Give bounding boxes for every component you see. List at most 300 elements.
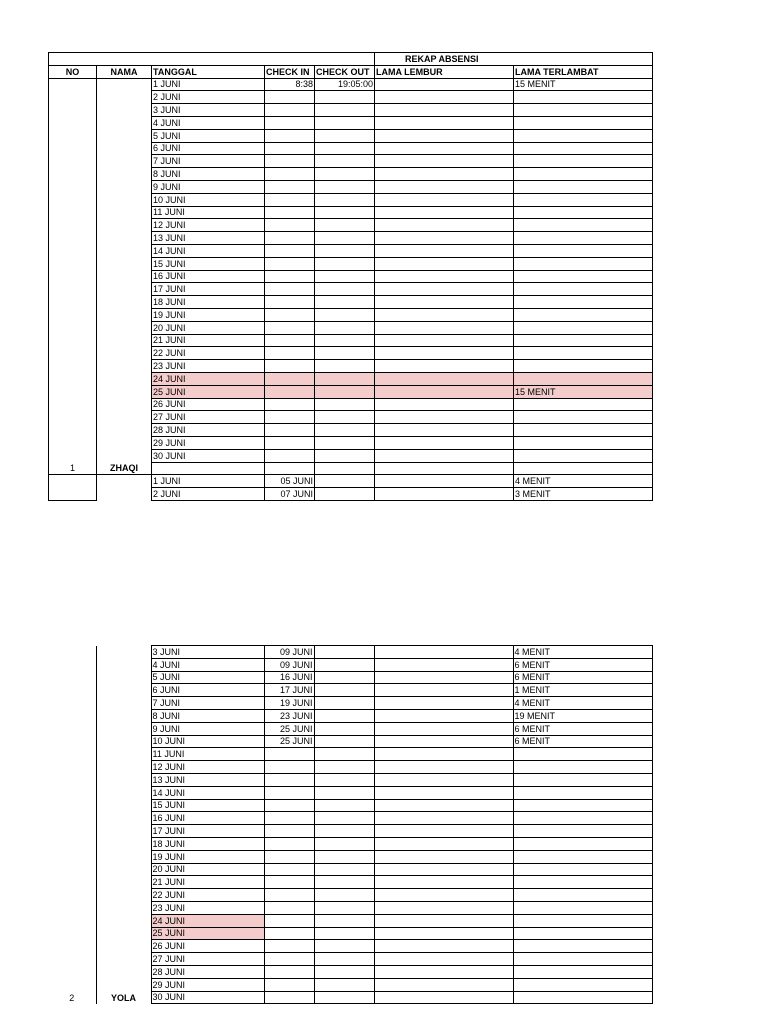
check-in-cell [265,372,315,385]
check-in-cell [265,206,315,219]
check-in-cell [264,940,314,953]
header-tanggal: TANGGAL [152,65,265,78]
lama-lembur-cell [375,206,514,219]
check-out-cell [315,257,375,270]
tanggal-cell: 24 JUNI [151,914,264,927]
check-out-cell [315,372,375,385]
tanggal-cell: 15 JUNI [151,799,264,812]
lama-terlambat-cell [514,142,653,155]
check-in-cell: 8:38 [265,78,315,91]
lama-terlambat-cell [514,116,653,129]
check-in-cell [264,825,314,838]
nama-cell: YOLA [96,646,151,1004]
check-out-cell [314,773,374,786]
lama-lembur-cell [375,244,514,257]
check-in-cell [265,296,315,309]
check-out-cell [315,270,375,283]
tanggal-cell: 19 JUNI [151,850,264,863]
check-out-cell [315,116,375,129]
lama-terlambat-cell [513,876,652,889]
check-out-cell [315,436,375,449]
lama-terlambat-cell [513,863,652,876]
check-in-cell [265,334,315,347]
check-in-cell [265,91,315,104]
check-out-cell [315,360,375,373]
check-out-cell [315,347,375,360]
check-out-cell [315,449,375,462]
tanggal-cell: 5 JUNI [151,671,264,684]
tanggal-cell: 6 JUNI [151,684,264,697]
tanggal-cell: 7 JUNI [151,697,264,710]
lama-terlambat-cell: 6 MENIT [513,735,652,748]
header-check-in: CHECK IN [265,65,315,78]
check-in-cell: 23 JUNI [264,709,314,722]
tanggal-cell: 17 JUNI [151,825,264,838]
tanggal-cell: 7 JUNI [152,155,265,168]
check-in-cell [264,914,314,927]
lama-lembur-cell [374,927,513,940]
lama-lembur-cell [375,283,514,296]
lama-lembur-cell [374,786,513,799]
tanggal-cell: 3 JUNI [151,646,264,659]
check-in-cell [264,889,314,902]
lama-terlambat-cell: 15 MENIT [514,385,653,398]
check-out-cell [315,168,375,181]
tanggal-cell: 28 JUNI [152,424,265,437]
lama-lembur-cell [375,168,514,181]
check-out-cell [315,411,375,424]
lama-lembur-cell [374,837,513,850]
lama-terlambat-cell [514,321,653,334]
tanggal-cell: 8 JUNI [151,709,264,722]
lama-lembur-cell [375,270,514,283]
table-row [49,475,653,488]
lama-terlambat-cell: 1 MENIT [513,684,652,697]
lama-lembur-cell [375,142,514,155]
lama-terlambat-cell [513,978,652,991]
lama-lembur-cell [375,372,514,385]
tanggal-cell: 13 JUNI [151,773,264,786]
check-out-cell [314,825,374,838]
lama-lembur-cell [375,385,514,398]
tanggal-cell: 4 JUNI [152,116,265,129]
lama-lembur-cell [374,773,513,786]
lama-terlambat-cell [514,206,653,219]
lama-lembur-cell [375,436,514,449]
lama-lembur-cell [375,91,514,104]
tanggal-cell: 18 JUNI [152,296,265,309]
tanggal-cell: 22 JUNI [152,347,265,360]
tanggal-cell: 19 JUNI [152,308,265,321]
check-out-cell [314,812,374,825]
lama-terlambat-cell [513,812,652,825]
tanggal-cell: 17 JUNI [152,283,265,296]
check-in-cell [264,786,314,799]
check-out-cell [315,385,375,398]
lama-terlambat-cell [514,360,653,373]
check-out-cell [314,863,374,876]
nama-cell: ZHAQI [97,78,152,475]
check-in-cell [265,436,315,449]
lama-terlambat-cell [514,232,653,245]
lama-terlambat-cell [514,244,653,257]
lama-lembur-cell [374,709,513,722]
lama-lembur-cell [374,671,513,684]
lama-terlambat-cell [513,991,652,1004]
check-out-cell [314,927,374,940]
check-out-cell [315,424,375,437]
tanggal-cell: 9 JUNI [152,180,265,193]
check-in-cell [265,462,315,475]
check-out-cell [315,462,375,475]
lama-terlambat-cell [514,424,653,437]
check-in-cell [265,449,315,462]
rekap-absensi-table-1 [48,52,653,501]
tanggal-cell: 18 JUNI [151,837,264,850]
check-in-cell: 07 JUNI [265,488,315,501]
no-cell-empty [49,475,97,501]
lama-lembur-cell [375,296,514,309]
tanggal-cell [152,462,265,475]
lama-lembur-cell [375,462,514,475]
lama-lembur-cell [374,876,513,889]
check-out-cell [314,901,374,914]
check-in-cell [264,965,314,978]
lama-lembur-cell [375,180,514,193]
check-out-cell [314,837,374,850]
check-out-cell [314,799,374,812]
tanggal-cell: 4 JUNI [151,658,264,671]
header-nama: NAMA [97,65,152,78]
lama-lembur-cell [375,219,514,232]
check-out-cell [315,244,375,257]
tanggal-cell: 30 JUNI [152,449,265,462]
rekap-absensi-table-2 [48,645,653,1004]
tanggal-cell: 3 JUNI [152,104,265,117]
check-in-cell [264,991,314,1004]
check-out-cell [315,296,375,309]
check-out-cell [314,748,374,761]
check-out-cell [315,129,375,142]
check-in-cell [265,308,315,321]
check-out-cell [315,308,375,321]
check-out-cell [314,697,374,710]
lama-terlambat-cell [514,168,653,181]
check-in-cell: 05 JUNI [265,475,315,488]
lama-lembur-cell [375,475,514,488]
lama-terlambat-cell [514,398,653,411]
lama-terlambat-cell [514,462,653,475]
check-out-cell [315,475,375,488]
check-out-cell [314,940,374,953]
check-out-cell [315,219,375,232]
check-in-cell [265,424,315,437]
lama-lembur-cell [374,684,513,697]
lama-terlambat-cell [514,334,653,347]
tanggal-cell: 14 JUNI [152,244,265,257]
check-in-cell [264,773,314,786]
tanggal-cell: 26 JUNI [152,398,265,411]
lama-terlambat-cell [514,155,653,168]
no-cell: 2 [48,646,96,1004]
lama-terlambat-cell [513,953,652,966]
tanggal-cell: 11 JUNI [151,748,264,761]
table-row [49,78,653,91]
check-out-cell [315,488,375,501]
check-out-cell [314,965,374,978]
check-out-cell [314,991,374,1004]
lama-lembur-cell [374,761,513,774]
tanggal-cell: 27 JUNI [152,411,265,424]
lama-lembur-cell [375,104,514,117]
lama-lembur-cell [375,155,514,168]
check-in-cell [265,116,315,129]
tanggal-cell: 12 JUNI [152,219,265,232]
tanggal-cell: 11 JUNI [152,206,265,219]
header-lama-lembur: LAMA LEMBUR [375,65,514,78]
tanggal-cell: 1 JUNI [152,475,265,488]
check-in-cell [265,244,315,257]
check-in-cell [265,193,315,206]
lama-terlambat-cell [514,283,653,296]
lama-terlambat-cell [513,965,652,978]
tanggal-cell: 25 JUNI [151,927,264,940]
check-in-cell [265,321,315,334]
lama-terlambat-cell [513,837,652,850]
check-out-cell [314,646,374,659]
lama-lembur-cell [375,129,514,142]
lama-terlambat-cell [513,799,652,812]
check-in-cell [265,347,315,360]
check-in-cell [265,142,315,155]
lama-terlambat-cell [514,347,653,360]
lama-lembur-cell [375,449,514,462]
lama-lembur-cell [374,812,513,825]
lama-terlambat-cell [513,786,652,799]
title-row [49,53,653,66]
lama-terlambat-cell: 15 MENIT [514,78,653,91]
lama-terlambat-cell [513,773,652,786]
tanggal-cell: 25 JUNI [152,385,265,398]
lama-lembur-cell [374,914,513,927]
lama-lembur-cell [374,889,513,902]
check-out-cell [315,193,375,206]
tanggal-cell: 29 JUNI [151,978,264,991]
tanggal-cell: 1 JUNI [152,78,265,91]
lama-terlambat-cell [514,180,653,193]
lama-lembur-cell [375,193,514,206]
lama-terlambat-cell [513,889,652,902]
tanggal-cell: 30 JUNI [151,991,264,1004]
lama-lembur-cell [374,658,513,671]
lama-terlambat-cell: 4 MENIT [513,697,652,710]
lama-lembur-cell [374,799,513,812]
check-out-cell [314,722,374,735]
lama-lembur-cell [374,722,513,735]
tanggal-cell: 2 JUNI [152,488,265,501]
header-check-out: CHECK OUT [315,65,375,78]
tanggal-cell: 27 JUNI [151,953,264,966]
check-in-cell [265,398,315,411]
lama-terlambat-cell [513,761,652,774]
check-in-cell: 09 JUNI [264,658,314,671]
lama-terlambat-cell: 6 MENIT [513,658,652,671]
check-in-cell [264,812,314,825]
check-out-cell [314,709,374,722]
lama-lembur-cell [375,321,514,334]
tanggal-cell: 29 JUNI [152,436,265,449]
check-in-cell [264,927,314,940]
lama-lembur-cell [375,411,514,424]
check-in-cell: 16 JUNI [264,671,314,684]
tanggal-cell: 21 JUNI [152,334,265,347]
lama-lembur-cell [375,308,514,321]
tanggal-cell: 23 JUNI [152,360,265,373]
tanggal-cell: 16 JUNI [152,270,265,283]
lama-terlambat-cell [514,193,653,206]
check-in-cell: 19 JUNI [264,697,314,710]
lama-lembur-cell [375,360,514,373]
lama-terlambat-cell: 4 MENIT [514,475,653,488]
lama-lembur-cell [374,965,513,978]
check-in-cell [265,257,315,270]
lama-lembur-cell [374,978,513,991]
check-in-cell: 25 JUNI [264,722,314,735]
lama-lembur-cell [375,78,514,91]
check-in-cell [265,232,315,245]
lama-terlambat-cell [514,104,653,117]
nama-cell-empty [97,475,152,501]
tanggal-cell: 14 JUNI [151,786,264,799]
check-in-cell: 25 JUNI [264,735,314,748]
check-in-cell [264,978,314,991]
lama-terlambat-cell [514,129,653,142]
lama-lembur-cell [374,940,513,953]
check-out-cell [314,735,374,748]
check-out-cell [315,180,375,193]
check-out-cell [314,876,374,889]
lama-terlambat-cell: 3 MENIT [514,488,653,501]
check-in-cell [265,129,315,142]
lama-terlambat-cell: 4 MENIT [513,646,652,659]
check-in-cell [265,168,315,181]
check-in-cell: 17 JUNI [264,684,314,697]
lama-terlambat-cell [514,436,653,449]
lama-terlambat-cell [514,270,653,283]
header-no: NO [49,65,97,78]
check-in-cell [265,180,315,193]
lama-terlambat-cell [514,257,653,270]
lama-lembur-cell [374,735,513,748]
tanggal-cell: 15 JUNI [152,257,265,270]
table-row [48,646,652,659]
tanggal-cell: 28 JUNI [151,965,264,978]
check-out-cell [314,761,374,774]
lama-lembur-cell [374,863,513,876]
tanggal-cell: 5 JUNI [152,129,265,142]
check-in-cell [264,799,314,812]
lama-terlambat-cell [513,940,652,953]
lama-lembur-cell [374,646,513,659]
lama-terlambat-cell [513,748,652,761]
lama-terlambat-cell [513,927,652,940]
check-out-cell [315,206,375,219]
check-in-cell [265,283,315,296]
check-in-cell [264,953,314,966]
check-in-cell [264,748,314,761]
tanggal-cell: 22 JUNI [151,889,264,902]
check-in-cell [264,901,314,914]
check-out-cell [314,914,374,927]
lama-lembur-cell [374,901,513,914]
check-out-cell [315,142,375,155]
check-in-cell [265,155,315,168]
tanggal-cell: 10 JUNI [152,193,265,206]
tanggal-cell: 23 JUNI [151,901,264,914]
check-in-cell [264,863,314,876]
lama-lembur-cell [375,334,514,347]
tanggal-cell: 13 JUNI [152,232,265,245]
lama-terlambat-cell [513,850,652,863]
check-out-cell: 19:05:00 [315,78,375,91]
check-in-cell [264,876,314,889]
lama-terlambat-cell: 6 MENIT [513,722,652,735]
check-in-cell [265,411,315,424]
tanggal-cell: 12 JUNI [151,761,264,774]
check-in-cell [265,385,315,398]
lama-lembur-cell [375,257,514,270]
tanggal-cell: 24 JUNI [152,372,265,385]
tanggal-cell: 16 JUNI [151,812,264,825]
tanggal-cell: 2 JUNI [152,91,265,104]
lama-lembur-cell [374,850,513,863]
lama-lembur-cell [374,825,513,838]
lama-lembur-cell [375,232,514,245]
lama-lembur-cell [374,697,513,710]
lama-terlambat-cell: 6 MENIT [513,671,652,684]
header-row [49,65,653,78]
tanggal-cell: 8 JUNI [152,168,265,181]
check-out-cell [314,850,374,863]
lama-terlambat-cell [513,901,652,914]
check-out-cell [315,232,375,245]
lama-lembur-cell [375,116,514,129]
tanggal-cell: 6 JUNI [152,142,265,155]
lama-terlambat-cell [514,296,653,309]
check-in-cell: 09 JUNI [264,646,314,659]
check-out-cell [314,953,374,966]
lama-lembur-cell [375,488,514,501]
check-out-cell [314,786,374,799]
check-in-cell [264,761,314,774]
lama-lembur-cell [374,991,513,1004]
lama-lembur-cell [375,347,514,360]
check-in-cell [264,837,314,850]
lama-terlambat-cell [514,449,653,462]
no-cell: 1 [49,78,97,475]
header-lama-terlambat: LAMA TERLAMBAT [514,65,653,78]
check-in-cell [264,850,314,863]
lama-lembur-cell [374,953,513,966]
lama-terlambat-cell [513,825,652,838]
check-out-cell [314,684,374,697]
lama-terlambat-cell [514,372,653,385]
check-out-cell [315,334,375,347]
lama-lembur-cell [375,424,514,437]
check-out-cell [314,671,374,684]
check-in-cell [265,219,315,232]
tanggal-cell: 10 JUNI [151,735,264,748]
